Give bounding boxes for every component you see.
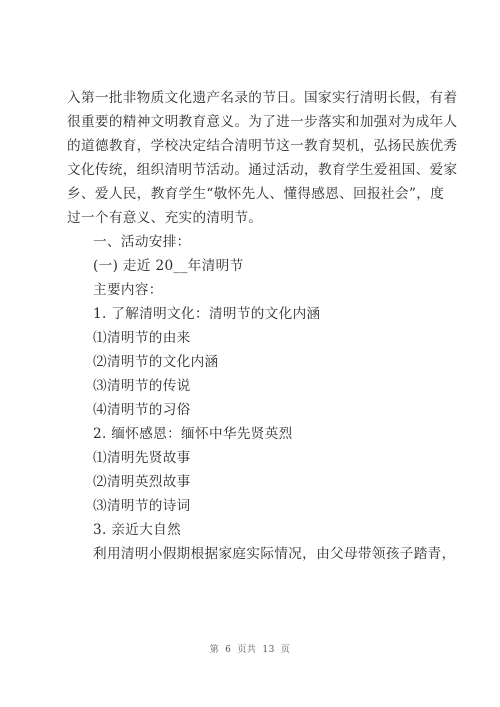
paragraph-line: 乡、爱人民，教育学生“敬怀先人、懂得感恩、回报社会”，度 (67, 186, 445, 202)
item-1-sub: ⑷清明节的习俗 (93, 402, 191, 418)
footer-mid: 页共 (237, 645, 257, 655)
section-heading: 一、活动安排： (93, 234, 191, 250)
page-number: 6 (225, 645, 232, 655)
paragraph-line: 过一个有意义、充实的清明节。 (67, 210, 263, 226)
paragraph-line: 利用清明小假期根据家庭实际情况，由父母带领孩子踏青， (93, 546, 456, 562)
item-1-sub: ⑵清明节的文化内涵 (93, 354, 219, 370)
item-2-sub: ⑶清明节的诗词 (93, 498, 191, 514)
item-3-title: 3. 亲近大自然 (93, 522, 182, 538)
activity-title: (一) 走近 20__年清明节 (93, 258, 244, 274)
item-1-sub: ⑴清明节的由来 (93, 330, 191, 346)
item-1-title: 1. 了解清明文化：清明节的文化内涵 (93, 306, 321, 322)
item-2-title: 2. 缅怀感恩：缅怀中华先贤英烈 (93, 426, 293, 442)
item-1-sub: ⑶清明节的传说 (93, 378, 191, 394)
document-body (67, 86, 458, 566)
total-pages: 13 (262, 645, 275, 655)
paragraph-line: 的道德教育，学校决定结合清明节这一教育契机，弘扬民族优秀 (67, 138, 458, 154)
paragraph-line: 很重要的精神文明教育意义。为了进一步落实和加强对为成年人 (67, 114, 458, 130)
footer-suffix: 页 (280, 645, 291, 655)
paragraph-line: 入第一批非物质文化遗产名录的节日。国家实行清明长假，有着 (67, 90, 458, 106)
page-footer (0, 642, 500, 655)
main-content-label: 主要内容： (93, 282, 163, 298)
paragraph-line: 文化传统，组织清明节活动。通过活动，教育学生爱祖国、爱家 (67, 162, 458, 178)
item-2-sub: ⑴清明先贤故事 (93, 450, 191, 466)
footer-prefix: 第 (209, 645, 220, 655)
item-2-sub: ⑵清明英烈故事 (93, 474, 191, 490)
